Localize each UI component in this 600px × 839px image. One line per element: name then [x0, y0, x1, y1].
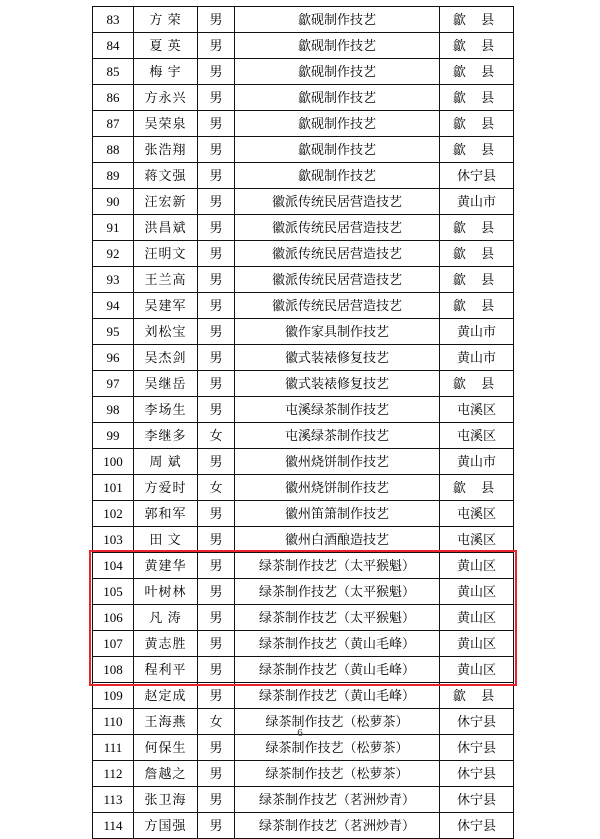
table-row: [93, 163, 514, 189]
table-row: [93, 657, 514, 683]
cell-姓名: 汪宏新: [134, 189, 198, 215]
cell-姓名: 叶树林: [134, 579, 198, 605]
table-row: [93, 553, 514, 579]
cell-序号: 99: [93, 423, 134, 449]
table-row: [93, 371, 514, 397]
cell-姓名: 黄建华: [134, 553, 198, 579]
cell-姓名: 方爱时: [134, 475, 198, 501]
cell-申报地区: 屯溪区: [440, 501, 514, 527]
cell-性别: 男: [198, 7, 235, 33]
cell-姓名: 张卫海: [134, 787, 198, 813]
table-row: [93, 137, 514, 163]
table-row: [93, 787, 514, 813]
cell-序号: 97: [93, 371, 134, 397]
cell-序号: 112: [93, 761, 134, 787]
cell-序号: 107: [93, 631, 134, 657]
cell-姓名: 黄志胜: [134, 631, 198, 657]
cell-申报地区: 屯溪区: [440, 423, 514, 449]
cell-项目名称: 徽派传统民居营造技艺: [235, 241, 440, 267]
table-body: [93, 7, 514, 839]
cell-序号: 106: [93, 605, 134, 631]
cell-项目名称: 徽州烧饼制作技艺: [235, 475, 440, 501]
cell-性别: 女: [198, 423, 235, 449]
cell-序号: 90: [93, 189, 134, 215]
cell-项目名称: 绿茶制作技艺（茗洲炒青）: [235, 787, 440, 813]
cell-性别: 男: [198, 397, 235, 423]
cell-性别: 男: [198, 631, 235, 657]
cell-序号: 86: [93, 85, 134, 111]
cell-项目名称: 歙砚制作技艺: [235, 85, 440, 111]
cell-序号: 105: [93, 579, 134, 605]
table-row: [93, 761, 514, 787]
table-row: [93, 293, 514, 319]
table-row: [93, 631, 514, 657]
cell-性别: 男: [198, 579, 235, 605]
table-row: [93, 319, 514, 345]
cell-性别: 男: [198, 553, 235, 579]
cell-姓名: 詹越之: [134, 761, 198, 787]
cell-序号: 89: [93, 163, 134, 189]
cell-项目名称: 绿茶制作技艺（黄山毛峰）: [235, 631, 440, 657]
cell-姓名: 田 文: [134, 527, 198, 553]
cell-项目名称: 绿茶制作技艺（黄山毛峰）: [235, 683, 440, 709]
cell-序号: 103: [93, 527, 134, 553]
cell-申报地区: 黄山区: [440, 605, 514, 631]
cell-申报地区: 黄山区: [440, 579, 514, 605]
cell-项目名称: 屯溪绿茶制作技艺: [235, 423, 440, 449]
cell-申报地区: 歙 县: [440, 293, 514, 319]
table-row: [93, 189, 514, 215]
table-row: [93, 215, 514, 241]
cell-性别: 男: [198, 527, 235, 553]
cell-姓名: 赵定成: [134, 683, 198, 709]
cell-序号: 84: [93, 33, 134, 59]
table-row: [93, 241, 514, 267]
cell-性别: 男: [198, 163, 235, 189]
table-row: [93, 267, 514, 293]
cell-序号: 111: [93, 735, 134, 761]
table-row: [93, 579, 514, 605]
table-row: [93, 397, 514, 423]
table-row: [93, 605, 514, 631]
cell-序号: 113: [93, 787, 134, 813]
cell-申报地区: 屯溪区: [440, 527, 514, 553]
cell-申报地区: 黄山市: [440, 449, 514, 475]
cell-项目名称: 绿茶制作技艺（太平猴魁）: [235, 605, 440, 631]
cell-性别: 男: [198, 267, 235, 293]
cell-姓名: 周 斌: [134, 449, 198, 475]
cell-性别: 男: [198, 215, 235, 241]
table-row: [93, 33, 514, 59]
page-number: 6: [297, 727, 303, 739]
cell-项目名称: 徽州笛箫制作技艺: [235, 501, 440, 527]
cell-姓名: 洪昌斌: [134, 215, 198, 241]
cell-姓名: 王海燕: [134, 709, 198, 735]
cell-项目名称: 绿茶制作技艺（松萝茶）: [235, 709, 440, 735]
cell-姓名: 李场生: [134, 397, 198, 423]
cell-项目名称: 歙砚制作技艺: [235, 163, 440, 189]
cell-序号: 88: [93, 137, 134, 163]
cell-性别: 男: [198, 657, 235, 683]
cell-姓名: 程利平: [134, 657, 198, 683]
cell-序号: 110: [93, 709, 134, 735]
cell-姓名: 吴继岳: [134, 371, 198, 397]
cell-序号: 91: [93, 215, 134, 241]
cell-项目名称: 徽式装裱修复技艺: [235, 345, 440, 371]
cell-性别: 男: [198, 345, 235, 371]
cell-序号: 100: [93, 449, 134, 475]
cell-姓名: 吴建军: [134, 293, 198, 319]
cell-姓名: 凡 涛: [134, 605, 198, 631]
table-row: [93, 501, 514, 527]
cell-申报地区: 休宁县: [440, 709, 514, 735]
cell-性别: 男: [198, 59, 235, 85]
cell-姓名: 李继多: [134, 423, 198, 449]
cell-性别: 男: [198, 189, 235, 215]
cell-项目名称: 徽派传统民居营造技艺: [235, 293, 440, 319]
table-row: [93, 7, 514, 33]
cell-性别: 男: [198, 735, 235, 761]
cell-姓名: 方永兴: [134, 85, 198, 111]
table-row: [93, 475, 514, 501]
cell-性别: 男: [198, 449, 235, 475]
cell-项目名称: 徽州烧饼制作技艺: [235, 449, 440, 475]
table-row: [93, 59, 514, 85]
cell-姓名: 蒋文强: [134, 163, 198, 189]
cell-项目名称: 徽作家具制作技艺: [235, 319, 440, 345]
cell-申报地区: 黄山区: [440, 553, 514, 579]
cell-申报地区: 黄山市: [440, 319, 514, 345]
cell-姓名: 郭和军: [134, 501, 198, 527]
cell-申报地区: 黄山市: [440, 189, 514, 215]
cell-项目名称: 歙砚制作技艺: [235, 59, 440, 85]
cell-性别: 女: [198, 475, 235, 501]
table-row: [93, 449, 514, 475]
cell-序号: 92: [93, 241, 134, 267]
table-row: [93, 423, 514, 449]
cell-申报地区: 休宁县: [440, 761, 514, 787]
cell-申报地区: 歙 县: [440, 59, 514, 85]
cell-申报地区: 休宁县: [440, 813, 514, 839]
cell-序号: 83: [93, 7, 134, 33]
table-row: [93, 527, 514, 553]
cell-项目名称: 徽州白酒酿造技艺: [235, 527, 440, 553]
cell-姓名: 王兰高: [134, 267, 198, 293]
cell-性别: 男: [198, 813, 235, 839]
cell-项目名称: 绿茶制作技艺（太平猴魁）: [235, 553, 440, 579]
cell-申报地区: 歙 县: [440, 215, 514, 241]
table-row: [93, 111, 514, 137]
cell-项目名称: 徽派传统民居营造技艺: [235, 189, 440, 215]
cell-项目名称: 徽式装裱修复技艺: [235, 371, 440, 397]
cell-性别: 男: [198, 761, 235, 787]
cell-性别: 男: [198, 111, 235, 137]
cell-申报地区: 黄山区: [440, 631, 514, 657]
cell-序号: 102: [93, 501, 134, 527]
cell-申报地区: 休宁县: [440, 163, 514, 189]
cell-序号: 109: [93, 683, 134, 709]
cell-序号: 95: [93, 319, 134, 345]
cell-性别: 男: [198, 33, 235, 59]
cell-姓名: 吴荣泉: [134, 111, 198, 137]
cell-性别: 男: [198, 371, 235, 397]
cell-性别: 男: [198, 787, 235, 813]
cell-申报地区: 歙 县: [440, 137, 514, 163]
cell-序号: 108: [93, 657, 134, 683]
cell-姓名: 夏 英: [134, 33, 198, 59]
cell-性别: 男: [198, 319, 235, 345]
cell-性别: 男: [198, 293, 235, 319]
cell-项目名称: 歙砚制作技艺: [235, 111, 440, 137]
cell-项目名称: 徽派传统民居营造技艺: [235, 267, 440, 293]
cell-序号: 93: [93, 267, 134, 293]
cell-项目名称: 歙砚制作技艺: [235, 7, 440, 33]
cell-序号: 94: [93, 293, 134, 319]
cell-序号: 101: [93, 475, 134, 501]
cell-性别: 男: [198, 605, 235, 631]
cell-姓名: 汪明文: [134, 241, 198, 267]
cell-项目名称: 绿茶制作技艺（松萝茶）: [235, 761, 440, 787]
cell-申报地区: 休宁县: [440, 787, 514, 813]
cell-序号: 104: [93, 553, 134, 579]
cell-申报地区: 歙 县: [440, 111, 514, 137]
cell-姓名: 刘松宝: [134, 319, 198, 345]
cell-序号: 87: [93, 111, 134, 137]
cell-申报地区: 黄山市: [440, 345, 514, 371]
cell-申报地区: 歙 县: [440, 683, 514, 709]
cell-姓名: 方 荣: [134, 7, 198, 33]
cell-项目名称: 绿茶制作技艺（太平猴魁）: [235, 579, 440, 605]
cell-姓名: 何保生: [134, 735, 198, 761]
cell-序号: 98: [93, 397, 134, 423]
cell-项目名称: 绿茶制作技艺（松萝茶）: [235, 735, 440, 761]
table-row: [93, 85, 514, 111]
cell-申报地区: 黄山区: [440, 657, 514, 683]
cell-性别: 男: [198, 85, 235, 111]
cell-姓名: 方国强: [134, 813, 198, 839]
cell-项目名称: 绿茶制作技艺（黄山毛峰）: [235, 657, 440, 683]
cell-申报地区: 歙 县: [440, 267, 514, 293]
cell-项目名称: 屯溪绿茶制作技艺: [235, 397, 440, 423]
cell-姓名: 张浩翔: [134, 137, 198, 163]
cell-序号: 114: [93, 813, 134, 839]
representative-inheritors-table: [92, 6, 514, 839]
cell-性别: 男: [198, 501, 235, 527]
cell-序号: 85: [93, 59, 134, 85]
table-row: [93, 813, 514, 839]
cell-项目名称: 绿茶制作技艺（茗洲炒青）: [235, 813, 440, 839]
cell-申报地区: 歙 县: [440, 7, 514, 33]
cell-姓名: 梅 宇: [134, 59, 198, 85]
cell-性别: 男: [198, 241, 235, 267]
cell-项目名称: 徽派传统民居营造技艺: [235, 215, 440, 241]
cell-申报地区: 歙 县: [440, 241, 514, 267]
cell-项目名称: 歙砚制作技艺: [235, 137, 440, 163]
cell-申报地区: 歙 县: [440, 475, 514, 501]
cell-项目名称: 歙砚制作技艺: [235, 33, 440, 59]
cell-序号: 96: [93, 345, 134, 371]
cell-姓名: 吴杰剑: [134, 345, 198, 371]
cell-性别: 男: [198, 137, 235, 163]
cell-申报地区: 屯溪区: [440, 397, 514, 423]
table-row: [93, 683, 514, 709]
table-row: [93, 345, 514, 371]
cell-申报地区: 歙 县: [440, 371, 514, 397]
cell-申报地区: 休宁县: [440, 735, 514, 761]
cell-申报地区: 歙 县: [440, 33, 514, 59]
cell-性别: 男: [198, 683, 235, 709]
cell-性别: 女: [198, 709, 235, 735]
cell-申报地区: 歙 县: [440, 85, 514, 111]
